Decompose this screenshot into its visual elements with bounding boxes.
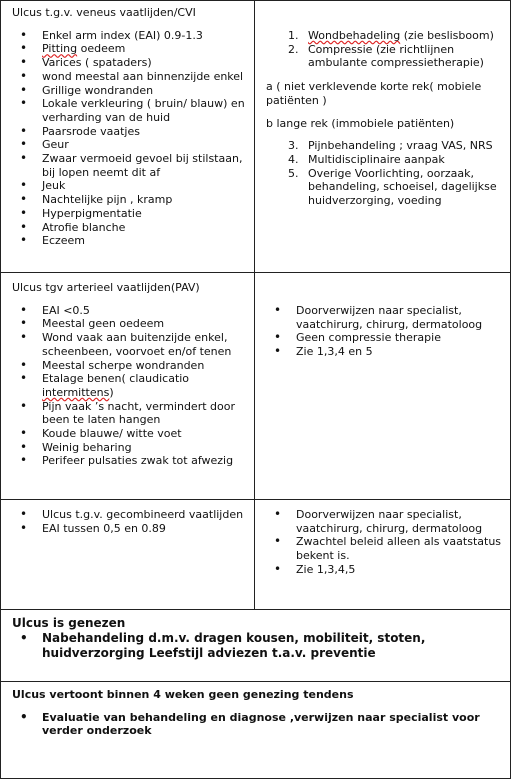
list-item: • Lokale verkleuring ( bruin/ blauw) en verharding van de huid (0, 97, 252, 124)
healed-list (0, 631, 502, 661)
venous-symptoms-cell (12, 6, 252, 248)
list-item: • wond meestal aan binnenzijde enkel (0, 70, 252, 84)
list-item: • Nabehandeling d.m.v. dragen kousen, mobiliteit, stoten, huidverzorging Leefstijl adviezen t.a.v. preventie (0, 631, 502, 661)
list-item: • Zie 1,3,4,5 (254, 563, 506, 577)
no-healing-list (0, 711, 502, 738)
venous-symptom-list (0, 29, 252, 248)
venous-treatment-cell (266, 29, 506, 208)
list-item: • EAI <0.5 (0, 304, 252, 318)
list-item: • Ulcus t.g.v. gecombineerd vaatlijden (0, 508, 252, 522)
row-divider-3 (0, 609, 511, 610)
list-item: 3. Pijnbehandeling ; vraag VAS, NRS (288, 139, 493, 153)
list-item: • Atrofie blanche (0, 221, 252, 235)
spelling-marked-word: intermittens (42, 385, 110, 399)
list-item: • Geen compressie therapie (254, 331, 506, 345)
list-item: • Geur (0, 138, 252, 152)
combined-symptom-list (0, 508, 252, 535)
list-item: • Zie 1,3,4 en 5 (254, 345, 506, 359)
list-item: • Grillige wondranden (0, 84, 252, 98)
list-item: • Perifeer pulsaties zwak tot afwezig (0, 454, 252, 468)
table-border-bottom (0, 778, 511, 779)
list-item: • Paarsrode vaatjes (0, 125, 252, 139)
list-item: 2. Compressie (zie richtlijnen ambulante compressietherapie) (288, 42, 484, 70)
list-item: • Koude blauwe/ witte voet (0, 427, 252, 441)
arterial-symptom-list (0, 304, 252, 468)
combined-symptoms-cell (12, 508, 252, 535)
list-item: 5. Overige Voorlichting, oorzaak, behandeling, schoeisel, dagelijkse huidverzorging, voeding (288, 166, 497, 208)
compression-option-a: a ( niet verklevende korte rek( mobiele patiënten ) (266, 80, 482, 107)
table-border-right (510, 0, 511, 779)
row-divider-2 (0, 499, 511, 500)
list-item: • Etalage benen( claudicatio intermittens) (0, 372, 252, 399)
treatment-list-top (266, 29, 506, 70)
list-item: • Enkel arm index (EAI) 0.9-1.3 (0, 29, 252, 43)
arterial-treatment-cell (266, 304, 506, 359)
compression-option-b: b lange rek (immobiele patiënten) (266, 116, 455, 130)
row-divider-4 (0, 681, 511, 682)
spelling-marked-word: Wondbehadeling (308, 29, 401, 42)
list-item: • Doorverwijzen naar specialist, vaatchirurg, chirurg, dermatoloog (254, 508, 506, 535)
combined-treatment-list (254, 508, 506, 577)
arterial-treatment-list (254, 304, 506, 359)
list-item: • Meestal scherpe wondranden (0, 359, 252, 373)
spelling-marked-word: Pitting (42, 42, 78, 56)
list-item: • Eczeem (0, 234, 252, 248)
list-item: • Hyperpigmentatie (0, 207, 252, 221)
list-item: • Wond vaak aan buitenzijde enkel, scheenbeen, voorvoet en/of tenen (0, 331, 252, 358)
row-divider-1 (0, 272, 511, 273)
list-item: • Jeuk (0, 179, 252, 193)
list-item: • EAI tussen 0,5 en 0.89 (0, 522, 252, 536)
list-item: • Pijn vaak ’s nacht, vermindert door been te laten hangen (0, 400, 252, 427)
list-item: • Zwaar vermoeid gevoel bij stilstaan, bij lopen neemt dit af (0, 152, 252, 179)
list-item: • Pitting oedeem (0, 42, 252, 56)
list-item: • Meestal geen oedeem (0, 317, 252, 331)
list-item: • Zwachtel beleid alleen als vaatstatus bekent is. (254, 535, 506, 562)
no-healing-cell (12, 688, 502, 738)
list-item: • Varices ( spataders) (0, 56, 252, 70)
list-item: 1. Wondbehadeling (zie beslisboom) (288, 29, 494, 42)
no-healing-title: Ulcus vertoont binnen 4 weken geen genezing tendens (12, 688, 354, 701)
arterial-title: Ulcus tgv arterieel vaatlijden(PAV) (12, 281, 200, 294)
list-item: • Evaluatie van behandeling en diagnose ,verwijzen naar specialist voor verder onderzoek (0, 711, 502, 738)
healed-title: Ulcus is genezen (12, 616, 126, 630)
list-item: • Weinig beharing (0, 441, 252, 455)
list-item: • Doorverwijzen naar specialist, vaatchirurg, chirurg, dermatoloog (254, 304, 506, 331)
treatment-list-bottom (266, 139, 506, 208)
arterial-symptoms-cell (12, 281, 252, 468)
list-item: 4. Multidisciplinaire aanpak (288, 152, 445, 166)
list-item: • Nachtelijke pijn , kramp (0, 193, 252, 207)
healed-cell (12, 616, 502, 661)
venous-title: Ulcus t.g.v. veneus vaatlijden/CVI (12, 6, 196, 19)
table-border-top (0, 0, 511, 1)
combined-treatment-cell (266, 508, 506, 577)
